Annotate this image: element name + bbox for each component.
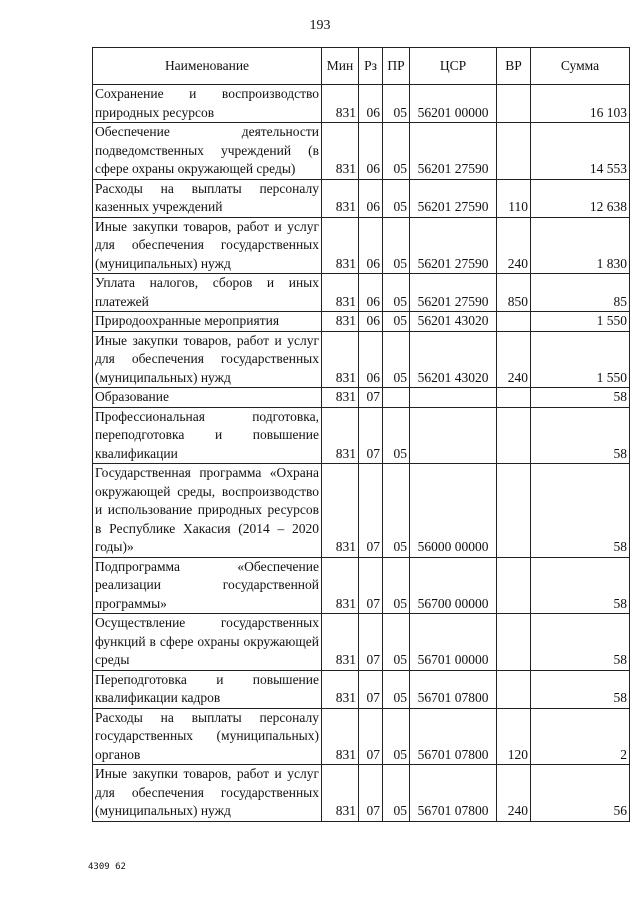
table-row (93, 217, 630, 274)
cell-name: Уплата налогов, сборов и иных платежей (93, 274, 322, 312)
cell-rz: 06 (359, 123, 383, 180)
cell-pr: 05 (383, 217, 410, 274)
cell-sum: 85 (531, 274, 630, 312)
cell-pr: 05 (383, 464, 410, 558)
table-row (93, 331, 630, 388)
cell-name: Иные закупки товаров, работ и услуг для обеспечения государственных (муниципальных) нужд (93, 331, 322, 388)
cell-vr: 850 (497, 274, 531, 312)
cell-csr: 56201 00000 (410, 85, 497, 123)
cell-csr: 56201 27590 (410, 274, 497, 312)
cell-vr (497, 464, 531, 558)
table-row (93, 312, 630, 332)
cell-sum: 58 (531, 614, 630, 671)
cell-rz: 06 (359, 312, 383, 332)
table-row (93, 388, 630, 408)
cell-sum: 58 (531, 407, 630, 464)
cell-min: 831 (322, 312, 359, 332)
cell-rz: 07 (359, 464, 383, 558)
cell-vr (497, 312, 531, 332)
cell-csr: 56701 07800 (410, 765, 497, 822)
table-row (93, 557, 630, 614)
footer-code: 4309 62 (88, 862, 126, 872)
cell-csr (410, 388, 497, 408)
cell-vr: 110 (497, 179, 531, 217)
cell-csr: 56701 07800 (410, 670, 497, 708)
cell-csr: 56201 27590 (410, 217, 497, 274)
cell-vr: 240 (497, 217, 531, 274)
cell-vr (497, 557, 531, 614)
cell-min: 831 (322, 274, 359, 312)
cell-sum: 56 (531, 765, 630, 822)
cell-vr: 240 (497, 331, 531, 388)
cell-min: 831 (322, 557, 359, 614)
table-row (93, 179, 630, 217)
table-row (93, 274, 630, 312)
cell-min: 831 (322, 670, 359, 708)
table-row (93, 708, 630, 765)
cell-sum: 2 (531, 708, 630, 765)
header-name: Наименование (93, 48, 322, 85)
cell-min: 831 (322, 179, 359, 217)
cell-name: Иные закупки товаров, работ и услуг для обеспечения государственных (муниципальных) нужд (93, 765, 322, 822)
cell-pr: 05 (383, 312, 410, 332)
cell-sum: 16 103 (531, 85, 630, 123)
table-body (93, 85, 630, 822)
cell-rz: 07 (359, 765, 383, 822)
cell-name: Иные закупки товаров, работ и услуг для обеспечения государственных (муниципальных) нужд (93, 217, 322, 274)
cell-name: Расходы на выплаты персоналу государственных (муниципальных) органов (93, 708, 322, 765)
cell-pr (383, 388, 410, 408)
cell-pr: 05 (383, 85, 410, 123)
cell-csr (410, 407, 497, 464)
header-rz: Рз (359, 48, 383, 85)
cell-pr: 05 (383, 708, 410, 765)
cell-csr: 56701 00000 (410, 614, 497, 671)
cell-csr: 56700 00000 (410, 557, 497, 614)
header-pr: ПР (383, 48, 410, 85)
header-csr: ЦСР (410, 48, 497, 85)
cell-name: Переподготовка и повышение квалификации кадров (93, 670, 322, 708)
cell-sum: 1 550 (531, 331, 630, 388)
cell-pr: 05 (383, 274, 410, 312)
cell-vr (497, 388, 531, 408)
cell-pr: 05 (383, 407, 410, 464)
cell-rz: 06 (359, 274, 383, 312)
cell-sum: 12 638 (531, 179, 630, 217)
cell-min: 831 (322, 765, 359, 822)
cell-pr: 05 (383, 670, 410, 708)
cell-name: Государственная программа «Охрана окружающей среды, воспроизводство и использование природных ресурсов в Республике Хакасия (2014 – 2020 годы)» (93, 464, 322, 558)
cell-rz: 07 (359, 708, 383, 765)
header-min: Мин (322, 48, 359, 85)
cell-rz: 06 (359, 331, 383, 388)
cell-sum: 58 (531, 670, 630, 708)
cell-csr: 56701 07800 (410, 708, 497, 765)
cell-vr (497, 614, 531, 671)
cell-rz: 07 (359, 670, 383, 708)
cell-name: Сохранение и воспроизводство природных ресурсов (93, 85, 322, 123)
cell-min: 831 (322, 614, 359, 671)
cell-sum: 14 553 (531, 123, 630, 180)
cell-pr: 05 (383, 557, 410, 614)
cell-vr: 240 (497, 765, 531, 822)
cell-sum: 1 830 (531, 217, 630, 274)
table-row (93, 85, 630, 123)
cell-sum: 1 550 (531, 312, 630, 332)
table-row (93, 670, 630, 708)
cell-csr: 56201 43020 (410, 312, 497, 332)
cell-vr (497, 85, 531, 123)
cell-name: Профессиональная подготовка, переподготовка и повышение квалификации (93, 407, 322, 464)
table-header-row (93, 48, 630, 85)
table-row (93, 407, 630, 464)
cell-min: 831 (322, 217, 359, 274)
cell-vr (497, 123, 531, 180)
cell-vr: 120 (497, 708, 531, 765)
header-sum: Сумма (531, 48, 630, 85)
cell-min: 831 (322, 464, 359, 558)
cell-name: Природоохранные мероприятия (93, 312, 322, 332)
cell-pr: 05 (383, 765, 410, 822)
cell-rz: 07 (359, 388, 383, 408)
cell-min: 831 (322, 388, 359, 408)
cell-rz: 06 (359, 217, 383, 274)
cell-sum: 58 (531, 388, 630, 408)
cell-csr: 56000 00000 (410, 464, 497, 558)
cell-name: Осуществление государственных функций в сфере охраны окружающей среды (93, 614, 322, 671)
cell-vr (497, 407, 531, 464)
table-row (93, 765, 630, 822)
cell-rz: 07 (359, 557, 383, 614)
header-vr: ВР (497, 48, 531, 85)
page-number: 193 (309, 18, 331, 33)
cell-pr: 05 (383, 614, 410, 671)
cell-sum: 58 (531, 557, 630, 614)
cell-pr: 05 (383, 331, 410, 388)
cell-min: 831 (322, 708, 359, 765)
cell-rz: 06 (359, 85, 383, 123)
budget-table (92, 47, 630, 822)
cell-pr: 05 (383, 123, 410, 180)
cell-name: Расходы на выплаты персоналу казенных учреждений (93, 179, 322, 217)
table-row (93, 464, 630, 558)
cell-csr: 56201 43020 (410, 331, 497, 388)
table-row (93, 123, 630, 180)
cell-csr: 56201 27590 (410, 179, 497, 217)
cell-csr: 56201 27590 (410, 123, 497, 180)
cell-min: 831 (322, 407, 359, 464)
table-row (93, 614, 630, 671)
cell-min: 831 (322, 85, 359, 123)
cell-pr: 05 (383, 179, 410, 217)
cell-vr (497, 670, 531, 708)
cell-rz: 07 (359, 614, 383, 671)
cell-name: Обеспечение деятельности подведомственных учреждений (в сфере охраны окружающей среды) (93, 123, 322, 180)
cell-name: Образование (93, 388, 322, 408)
cell-sum: 58 (531, 464, 630, 558)
cell-name: Подпрограмма «Обеспечение реализации государственной программы» (93, 557, 322, 614)
cell-min: 831 (322, 331, 359, 388)
cell-rz: 07 (359, 407, 383, 464)
cell-min: 831 (322, 123, 359, 180)
cell-rz: 06 (359, 179, 383, 217)
